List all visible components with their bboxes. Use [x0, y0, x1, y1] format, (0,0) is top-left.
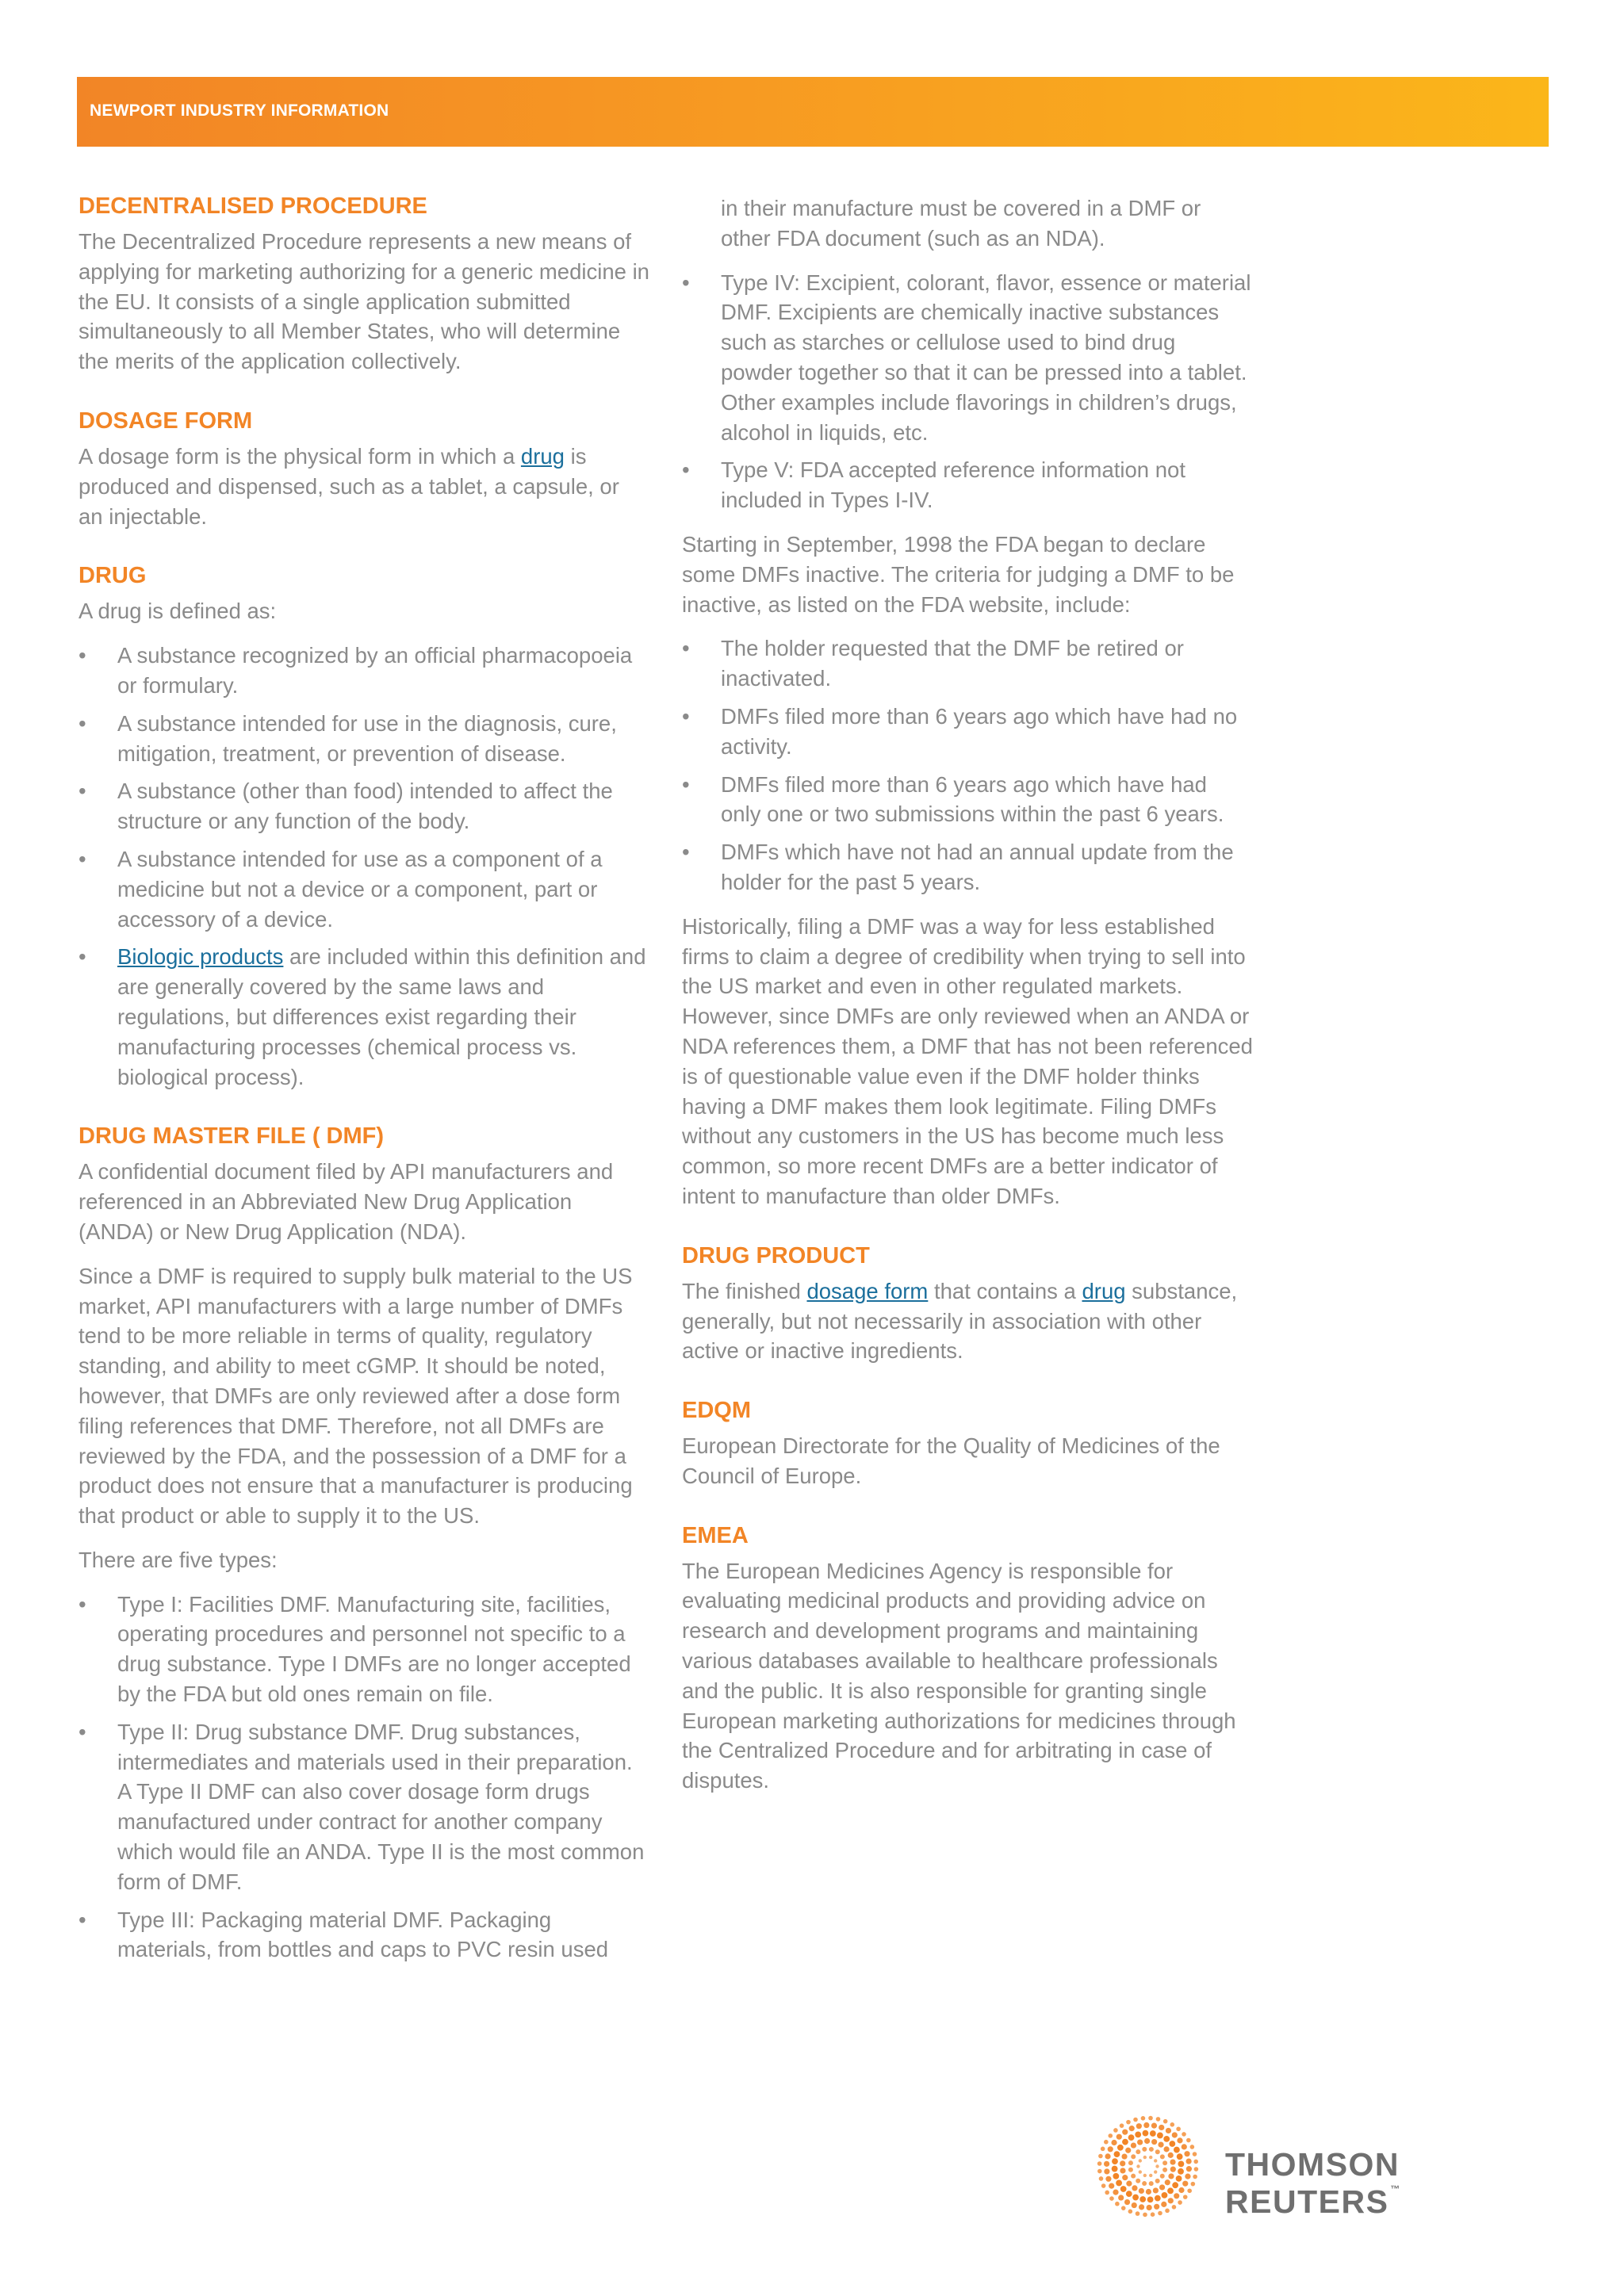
logo-dot — [1149, 2147, 1154, 2152]
biologic-products-link[interactable]: Biologic products — [117, 944, 284, 970]
inactive-intro: Starting in September, 1998 the FDA began to declare some DMFs inactive. The criteria for judging a DMF to be inactive, as listed on the FDA website, include: — [682, 531, 1235, 617]
logo-wordmark: THOMSON REUTERS ™ — [1225, 2146, 1401, 2220]
logo-dot — [1178, 2200, 1182, 2205]
logo-dot — [1136, 2164, 1139, 2168]
logo-dot — [1168, 2198, 1174, 2203]
logo-dot — [1157, 2133, 1163, 2139]
logo-dot — [1172, 2205, 1177, 2210]
logo-dot — [1184, 2151, 1189, 2156]
logo-dot — [1144, 2138, 1150, 2144]
logo-dot — [1128, 2210, 1133, 2214]
type-3-continued: in their manufacture must be covered in a DMF or other FDA document (such as an NDA). — [721, 196, 1201, 251]
logo-dot — [1120, 2186, 1127, 2192]
logo-dot — [1126, 2191, 1132, 2197]
logo-dot — [1168, 2173, 1174, 2179]
list-item: • Biologic products are included within this definition and are generally covered by the same laws and regulations, but differences exist regarding their manufacturing processes (chemical process vs. biological process). — [79, 942, 649, 1092]
logo-dot — [1105, 2153, 1110, 2159]
logo-dot — [1148, 2116, 1153, 2121]
logo-dot — [1147, 2196, 1154, 2202]
logo-dot — [1104, 2140, 1109, 2145]
emea-text: The European Medicines Agency is responsible for evaluating medicinal products and providing advice on research and development programs and maintaining various databases available to healthcare professionals and the public. It is also responsible for granting single European marketing authorizations for medicines through the Centralized Procedure and for arbitrating in case of disputes. — [682, 1558, 1236, 1793]
logo-dot — [1193, 2152, 1197, 2156]
logo-dot — [1122, 2175, 1128, 2180]
logo-dot — [1170, 2159, 1175, 2164]
logo-dot — [1139, 2188, 1144, 2194]
logo-dot — [1101, 2147, 1105, 2152]
heading-emea: EMEA — [682, 1522, 749, 1548]
logo-dot — [1131, 2174, 1136, 2179]
dosage-form-link[interactable]: dosage form — [806, 1278, 929, 1303]
logo-dot — [1155, 2179, 1160, 2183]
list-item: • The holder requested that the DMF be retired or inactivated. — [682, 633, 1253, 694]
logo-dot — [1149, 2174, 1152, 2177]
logo-dot — [1109, 2183, 1114, 2189]
bullet-icon: • — [682, 840, 690, 865]
list-item: • A substance recognized by an official pharmacopoeia or formulary. — [79, 641, 649, 701]
logo-dot — [1146, 2189, 1151, 2195]
logo-dot — [1121, 2206, 1126, 2210]
logo-dot — [1186, 2158, 1192, 2164]
section-drug-product — [682, 1240, 1253, 1366]
logo-dot — [1187, 2188, 1192, 2193]
logo-dot — [1113, 2190, 1118, 2195]
logo-dot — [1099, 2176, 1104, 2181]
logo-dot — [1163, 2136, 1170, 2142]
logo-dot — [1097, 2169, 1102, 2174]
list-item: • DMFs filed more than 6 years ago which have had only one or two submissions within the past 6 years. — [682, 770, 1253, 830]
logo-dot — [1172, 2132, 1178, 2137]
logo-dot — [1158, 2211, 1162, 2216]
logo-dot — [1120, 2123, 1124, 2128]
logo-dot — [1170, 2122, 1174, 2127]
list-item: • Type I: Facilities DMF. Manufacturing site, facilities, operating procedures and personnel not specific to a drug substance. Type I DMFs are no longer accepted by the FDA but old ones remain on file. — [79, 1590, 649, 1709]
logo-dot — [1117, 2145, 1124, 2151]
section-edqm — [682, 1395, 1253, 1491]
drug-link[interactable]: drug — [1082, 1278, 1126, 1303]
logo-dot — [1137, 2139, 1143, 2145]
logo-dot — [1193, 2160, 1198, 2164]
logo-dot — [1182, 2181, 1188, 2187]
logo-dot — [1174, 2193, 1179, 2198]
decentralised-text: The Decentralized Procedure represents a new means of applying for marketing authorizing for a generic medicine in the EU. It consists of a single application submitted simultaneously to all Member States, who will determine the merits of the application collectively. — [79, 229, 649, 374]
logo-dot — [1132, 2185, 1137, 2191]
dmf-paragraph-3: There are five types: — [79, 1547, 278, 1572]
logo-dot — [1182, 2144, 1187, 2149]
logo-dot — [1153, 2187, 1159, 2193]
logo-dot — [1154, 2170, 1157, 2173]
logo-dot — [1111, 2140, 1116, 2145]
logo-dot — [1113, 2173, 1119, 2179]
logo-dot — [1136, 2211, 1140, 2216]
bullet-icon: • — [682, 270, 690, 295]
logo-dot — [1159, 2184, 1165, 2190]
logo-dot — [1133, 2118, 1138, 2122]
logo-dot — [1136, 2149, 1140, 2154]
header-title: NEWPORT INDUSTRY INFORMATION — [90, 101, 389, 120]
logo-dot — [1125, 2148, 1131, 2153]
dmf-paragraph-1: A confidential document filed by API manufacturers and referenced in an Abbreviated New Drug Application (ANDA) or New Drug Application (NDA). — [79, 1159, 614, 1244]
logo-dot — [1143, 2156, 1147, 2159]
thomson-reuters-logo-icon — [1094, 2113, 1201, 2220]
logo-dot — [1101, 2183, 1106, 2188]
section-drug-master-file — [79, 1120, 649, 1965]
drug-product-text: The finished dosage form that contains a drug substance, generally, but not necessarily in association with other active or inactive ingredients. — [682, 1278, 1238, 1364]
logo-dot — [1155, 2195, 1161, 2202]
logo-dot — [1109, 2196, 1114, 2201]
logo-dot — [1104, 2168, 1109, 2174]
logo-dot — [1143, 2130, 1149, 2137]
logo-dot — [1121, 2153, 1127, 2159]
logo-dot — [1139, 2204, 1144, 2210]
logo-dot — [1177, 2137, 1182, 2143]
drug-intro: A drug is defined as: — [79, 599, 277, 624]
logo-dot — [1131, 2154, 1136, 2159]
drug-definition-list — [79, 641, 649, 1092]
bullet-icon: • — [79, 1591, 86, 1617]
logo-dot — [1151, 2123, 1157, 2129]
logo-dot — [1131, 2142, 1136, 2148]
logo-dot — [1139, 2170, 1142, 2173]
logo-dot — [1177, 2153, 1183, 2160]
list-item: • Type II: Drug substance DMF. Drug substances, intermediates and materials used in their preparation. A Type II DMF can also cover dosage form drugs manufactured under contract for another company which would file an ANDA. Type II is the most common form of DMF. — [79, 1717, 649, 1897]
logo-dot — [1185, 2174, 1190, 2179]
logo-dot — [1142, 2181, 1147, 2186]
logo-dot — [1169, 2141, 1175, 2147]
logo-dot — [1141, 2116, 1146, 2121]
logo-dot — [1105, 2176, 1111, 2182]
heading-drug-product: DRUG PRODUCT — [682, 1242, 870, 1269]
logo-dot — [1139, 2159, 1142, 2162]
logo-dot — [1162, 2160, 1167, 2165]
logo-dot — [1178, 2187, 1184, 2193]
logo-dot — [1178, 2161, 1184, 2168]
list-item: • A substance intended for use in the diagnosis, cure, mitigation, treatment, or prevention of disease. — [79, 709, 649, 769]
heading-decentralised-procedure: DECENTRALISED PROCEDURE — [79, 193, 427, 219]
bullet-icon: • — [79, 643, 86, 668]
logo-dot — [1124, 2199, 1130, 2205]
dmf-types-list — [79, 1590, 649, 1965]
logo-dot — [1132, 2202, 1137, 2208]
logo-dot — [1149, 2181, 1154, 2186]
logo-dot — [1186, 2166, 1192, 2172]
list-item: • Type IV: Excipient, colorant, flavor, essence or material DMF. Excipients are chemically inactive substances such as starches or cellulose used to bind drug powder together so that it can be pressed into a tablet. Other examples include flavorings in children’s drugs, alcohol in liquids, etc. — [682, 268, 1253, 448]
right-column — [682, 193, 1253, 1824]
logo-dot — [1097, 2161, 1102, 2166]
dosage-form-text-after: is produced and dispensed, such as a tablet, a capsule, or an injectable. — [79, 443, 619, 529]
logo-dot — [1108, 2146, 1113, 2152]
bullet-icon: • — [682, 457, 690, 483]
thomson-reuters-logo — [1094, 2113, 1554, 2220]
section-decentralised-procedure — [79, 190, 649, 377]
logo-dot — [1160, 2154, 1165, 2159]
logo-dot — [1191, 2182, 1196, 2187]
logo-dot — [1113, 2128, 1118, 2133]
logo-dot — [1112, 2158, 1118, 2164]
edqm-text: European Directorate for the Quality of Medicines of the Council of Europe. — [682, 1433, 1220, 1488]
dosage-form-text-before: A dosage form is the physical form in which a — [79, 443, 521, 469]
logo-dot — [1162, 2168, 1167, 2172]
logo-dot — [1115, 2202, 1120, 2206]
logo-dot — [1151, 2139, 1157, 2145]
historically-text: Historically, filing a DMF was a way for less established firms to claim a degree of credibility when trying to sell into the US market and even in other regulated markets. However, since DMFs are only reviewed when an ANDA or NDA references them, a DMF that has not been referenced is of questionable value even if the DMF holder thinks having a DMF makes them look legitimate. Filing DMFs without any customers in the US has become much less common, so more recent DMFs are a better indicator of intent to manufacture than older DMFs. — [682, 913, 1253, 1208]
logo-dot — [1162, 2192, 1168, 2198]
logo-dot — [1170, 2167, 1176, 2172]
logo-dot — [1128, 2168, 1133, 2172]
section-emea — [682, 1520, 1253, 1796]
section-dosage-form — [79, 405, 649, 531]
historical-context — [682, 912, 1253, 1211]
list-item: • DMFs which have not had an annual update from the holder for the past 5 years. — [682, 837, 1253, 897]
bullet-icon: • — [79, 846, 86, 871]
logo-dot — [1126, 2181, 1132, 2187]
logo-dot — [1193, 2175, 1197, 2179]
left-column — [79, 190, 649, 1993]
logo-dot — [1155, 2149, 1160, 2154]
logo-dot — [1194, 2167, 1199, 2172]
heading-edqm: EDQM — [682, 1398, 751, 1424]
list-item: • Type III: Packaging material DMF. Packaging materials, from bottles and caps to PVC resin used — [79, 1905, 649, 1965]
logo-dot — [1150, 2130, 1156, 2137]
logo-dot — [1186, 2138, 1191, 2143]
bullet-icon: • — [79, 944, 86, 970]
logo-dot — [1151, 2212, 1155, 2217]
logo-dot — [1118, 2195, 1124, 2200]
header-banner — [77, 77, 1549, 147]
logo-dot — [1190, 2145, 1195, 2149]
logo-dot — [1168, 2152, 1174, 2158]
logo-dot — [1129, 2126, 1135, 2131]
heading-drug: DRUG — [79, 563, 147, 589]
logo-dot — [1116, 2134, 1122, 2140]
logo-dot — [1183, 2195, 1188, 2199]
heading-dosage-form: DOSAGE FORM — [79, 408, 253, 434]
logo-dot — [1136, 2123, 1142, 2129]
logo-dot — [1135, 2131, 1141, 2137]
logo-dot — [1176, 2175, 1182, 2182]
logo-dot — [1154, 2204, 1159, 2210]
logo-dot — [1128, 2160, 1133, 2165]
logo-dot — [1112, 2166, 1118, 2172]
bullet-icon: • — [79, 779, 86, 804]
logo-dot — [1143, 2122, 1149, 2128]
logo-dot — [1160, 2174, 1165, 2179]
logo-dot — [1159, 2125, 1164, 2130]
logo-dot — [1165, 2209, 1170, 2214]
logo-dot — [1163, 2146, 1169, 2152]
logo-dot — [1098, 2154, 1103, 2159]
logo-dot — [1156, 2117, 1161, 2122]
logo-dot — [1182, 2132, 1186, 2137]
logo-dot — [1136, 2179, 1140, 2183]
logo-dot — [1104, 2161, 1109, 2167]
section-drug — [79, 560, 649, 1092]
dmf-paragraph-2: Since a DMF is required to supply bulk material to the US market, API manufacturers with a large number of DMFs tend to be more reliable in terms of quality, regulatory standing, and ability to meet cGMP. It should be noted, however, that DMFs are only reviewed after a dose form filing references that DMF. Therefore, not all DMFs are reviewed by the FDA, and the possession of a DMF for a product does not ensure that a manufacturer is producing that product or able to supply it to the US. — [79, 1263, 633, 1529]
logo-dot — [1163, 2119, 1168, 2124]
logo-dot — [1120, 2160, 1125, 2166]
dosage-form-text — [79, 442, 649, 531]
drug-link[interactable]: drug — [520, 443, 565, 469]
bullet-icon: • — [79, 710, 86, 736]
bullet-icon: • — [682, 771, 690, 797]
logo-dot — [1114, 2151, 1120, 2157]
logo-dot — [1174, 2147, 1180, 2153]
logo-dot — [1108, 2133, 1113, 2138]
logo-dot — [1126, 2120, 1131, 2125]
list-item: • Type V: FDA accepted reference information not included in Types I-IV. — [682, 455, 1253, 515]
list-item: • A substance (other than food) intended to affect the structure or any function of the body. — [79, 776, 649, 836]
logo-dot — [1165, 2179, 1170, 2185]
bullet-icon: • — [682, 636, 690, 661]
logo-dot — [1166, 2128, 1171, 2133]
list-item: • DMFs filed more than 6 years ago which have had no activity. — [682, 702, 1253, 762]
logo-dot — [1132, 2195, 1139, 2201]
logo-dot — [1122, 2139, 1128, 2145]
logo-dot — [1143, 2213, 1147, 2218]
logo-dot — [1167, 2187, 1174, 2194]
logo-dot — [1176, 2126, 1181, 2131]
logo-dot — [1128, 2134, 1135, 2141]
logo-dot — [1172, 2182, 1178, 2188]
bullet-icon: • — [79, 1719, 86, 1744]
bullet-icon: • — [79, 1907, 86, 1932]
logo-dot — [1142, 2147, 1147, 2152]
heading-drug-master-file: DRUG MASTER FILE ( DMF) — [79, 1123, 385, 1150]
logo-dot — [1143, 2174, 1147, 2177]
logo-dot — [1158, 2142, 1163, 2148]
logo-dot — [1116, 2180, 1122, 2187]
logo-dot — [1149, 2156, 1152, 2159]
list-item: • A substance intended for use as a component of a medicine but not a device or a component, part or accessory of a device. — [79, 844, 649, 934]
logo-dot — [1122, 2130, 1128, 2135]
logo-dot — [1105, 2191, 1109, 2195]
dmf-types-list-continued — [682, 268, 1253, 515]
logo-dot — [1178, 2168, 1184, 2175]
logo-dot — [1147, 2205, 1152, 2210]
logo-dot — [1139, 2196, 1146, 2202]
logo-dot — [1154, 2159, 1157, 2162]
logo-dot — [1161, 2202, 1166, 2207]
bullet-icon: • — [682, 703, 690, 729]
logo-dot — [1120, 2168, 1125, 2173]
inactive-criteria-list — [682, 633, 1253, 897]
logo-dot — [1155, 2164, 1159, 2168]
